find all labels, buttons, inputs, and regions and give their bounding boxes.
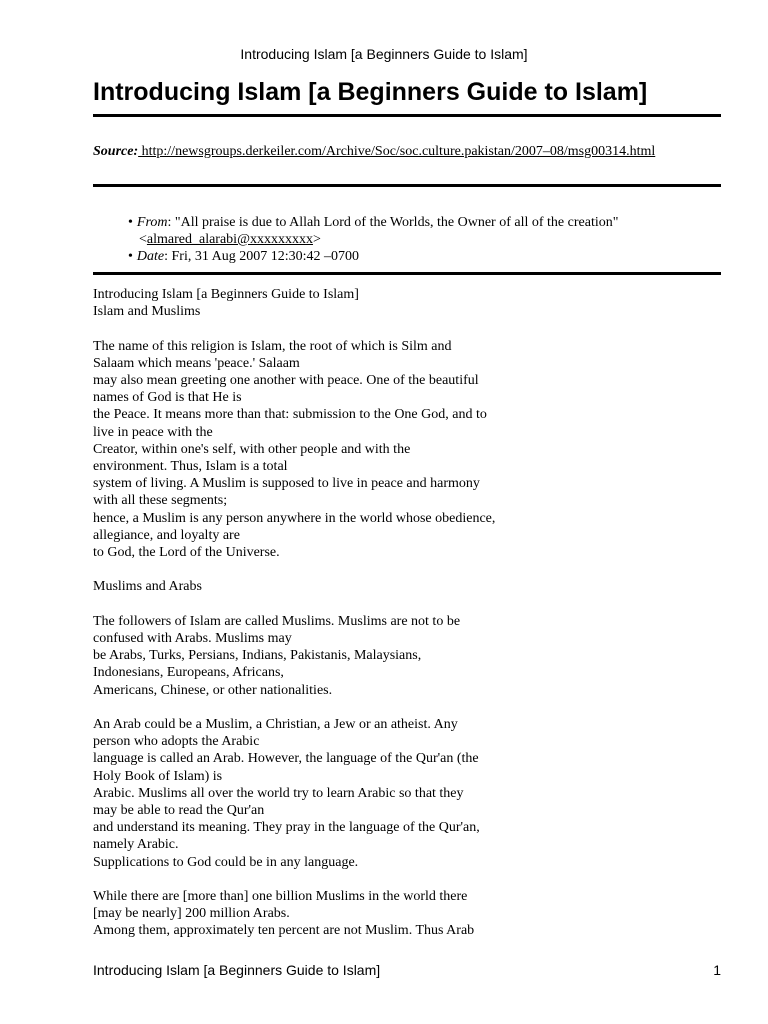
date-label: Date (136, 249, 165, 264)
body-line: The name of this religion is Islam, the root of which is Silm and (93, 338, 452, 354)
body-line: be Arabs, Turks, Persians, Indians, Pakistanis, Malaysians, (93, 648, 422, 664)
body-line: names of God is that He is (93, 390, 242, 406)
meta-email-item (128, 231, 618, 248)
body-line: Supplications to God could be in any language. (93, 854, 359, 870)
body-line: to God, the Lord of the Universe. (93, 545, 280, 561)
body-line: Indonesians, Europeans, Africans, (93, 665, 284, 681)
email-link[interactable]: almared_alarabi@xxxxxxxxx (146, 232, 313, 247)
body-line: person who adopts the Arabic (93, 734, 260, 750)
document-title: Introducing Islam [a Beginners Guide to Islam] (93, 78, 648, 106)
meta-divider (93, 272, 721, 275)
body-line: The followers of Islam are called Muslims. Muslims are not to be (93, 613, 461, 629)
body-line: Salaam which means 'peace.' Salaam (93, 355, 300, 371)
title-divider (93, 114, 721, 117)
footer-title: Introducing Islam [a Beginners Guide to Islam] (93, 962, 381, 978)
body-line: may also mean greeting one another with peace. One of the beautiful (93, 373, 479, 388)
page-number: 1 (713, 962, 721, 978)
from-value: : "All praise is due to Allah Lord of the Worlds, the Owner of all of the creation" (167, 215, 619, 230)
body-line: An Arab could be a Muslim, a Christian, a Jew or an atheist. Any (93, 717, 458, 733)
body-line: hence, a Muslim is any person anywhere in the world whose obedience, (93, 510, 496, 526)
source-divider (93, 184, 721, 187)
paragraph (93, 613, 693, 699)
body-line: system of living. A Muslim is supposed to live in peace and harmony (93, 476, 480, 492)
paragraph (93, 286, 693, 320)
running-header: Introducing Islam [a Beginners Guide to Islam] (240, 46, 528, 62)
message-body (93, 286, 693, 957)
body-line: may be able to read the Qur'an (93, 803, 265, 819)
body-line: Arabic. Muslims all over the world try to learn Arabic so that they (93, 785, 464, 801)
email-open-bracket: < (139, 232, 147, 247)
meta-date-item (128, 248, 618, 265)
body-line: Among them, approximately ten percent are not Muslim. Thus Arab (93, 923, 475, 939)
body-line: language is called an Arab. However, the language of the Qur'an (the (93, 751, 479, 767)
body-line: Creator, within one's self, with other people and with the (93, 441, 411, 457)
body-line: Americans, Chinese, or other nationalities. (93, 682, 333, 698)
source-link[interactable]: http://newsgroups.derkeiler.com/Archive/Soc/soc.culture.pakistan/2007–08/msg00314.html (138, 144, 656, 159)
email-close-bracket: > (312, 232, 321, 247)
paragraph (93, 716, 693, 871)
date-value: : Fri, 31 Aug 2007 12:30:42 –0700 (164, 249, 359, 264)
from-label: From (136, 215, 168, 230)
bullet-icon: • (128, 215, 133, 230)
page-footer (93, 962, 721, 978)
body-line: Holy Book of Islam) is (93, 768, 223, 784)
body-line: with all these segments; (93, 493, 228, 509)
body-line: the Peace. It means more than that: submission to the One God, and to (93, 407, 487, 423)
message-meta-list (128, 214, 618, 265)
meta-from-item (128, 214, 618, 231)
paragraph (93, 578, 693, 595)
body-line: allegiance, and loyalty are (93, 527, 240, 543)
body-line: Introducing Islam [a Beginners Guide to Islam] (93, 287, 359, 302)
paragraph (93, 888, 693, 940)
body-line: [may be nearly] 200 million Arabs. (93, 906, 290, 922)
body-line: environment. Thus, Islam is a total (93, 459, 288, 475)
body-line: namely Arabic. (93, 837, 179, 853)
body-line: live in peace with the (93, 424, 213, 440)
body-line: and understand its meaning. They pray in the language of the Qur'an, (93, 820, 480, 836)
paragraph (93, 338, 693, 562)
section-heading: Muslims and Arabs (93, 579, 202, 595)
body-line: While there are [more than] one billion Muslims in the world there (93, 889, 468, 905)
body-line: Islam and Muslims (93, 304, 201, 320)
source-label: Source: (93, 144, 139, 159)
body-line: confused with Arabs. Muslims may (93, 631, 292, 647)
source-line (93, 144, 655, 160)
bullet-icon: • (128, 249, 133, 264)
